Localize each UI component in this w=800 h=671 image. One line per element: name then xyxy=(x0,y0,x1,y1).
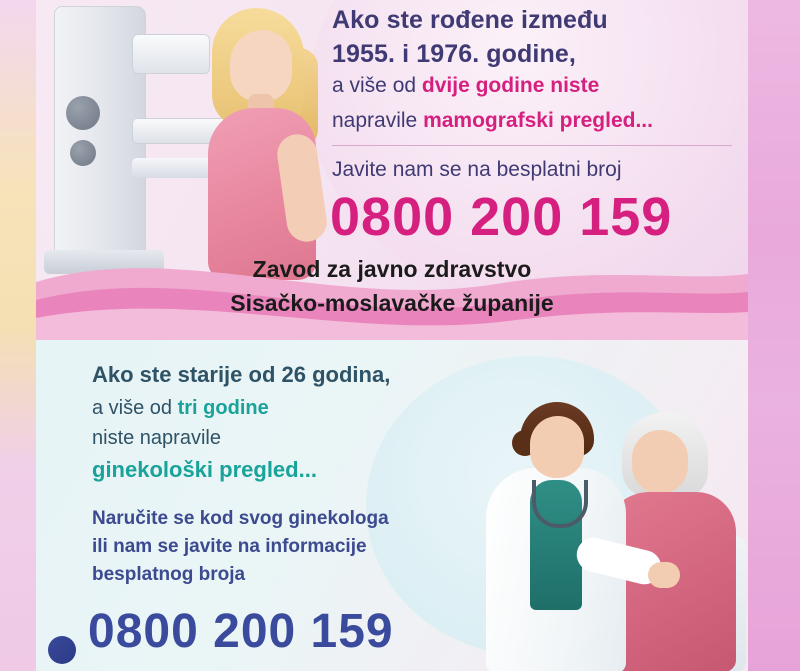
bottom-text-block xyxy=(92,362,432,589)
bottom-line4: ginekološki pregled... xyxy=(92,457,317,482)
doctor-face xyxy=(530,416,584,478)
top-text-block xyxy=(332,0,748,270)
top-line4 xyxy=(332,109,653,133)
decorative-band-left xyxy=(0,0,36,671)
bottom-panel xyxy=(36,336,748,671)
bottom-line2-highlight: tri godine xyxy=(177,397,269,419)
bottom-line2-prefix: a više od xyxy=(92,397,178,419)
top-phone-number: 0800 200 159 xyxy=(330,187,673,247)
logo-mark-icon xyxy=(48,636,76,664)
bottom-phone-number: 0800 200 159 xyxy=(88,605,394,658)
institution-caption xyxy=(36,252,748,320)
stethoscope-icon xyxy=(532,480,588,528)
patient-face xyxy=(632,430,688,494)
top-headline-line2: 1955. i 1976. godine, xyxy=(332,40,576,68)
woman-figure xyxy=(186,8,336,280)
woman-face xyxy=(230,30,292,102)
top-line3 xyxy=(332,74,599,98)
institution-caption-line2: Sisačko-moslavačke županije xyxy=(230,290,554,316)
top-line3-prefix: a više od xyxy=(332,74,422,97)
machine-knob-secondary-icon xyxy=(70,140,96,166)
doctor-patient-illustration xyxy=(426,376,746,671)
institution-caption-line1: Zavod za javno zdravstvo xyxy=(252,256,532,282)
top-line3-highlight: dvije godine niste xyxy=(421,74,600,97)
doctor-hand xyxy=(648,562,680,588)
bottom-line6: ili nam se javite na informacije xyxy=(92,536,367,557)
bottom-line2 xyxy=(92,397,432,420)
bottom-line5: Naručite se kod svog ginekologa xyxy=(92,508,389,529)
bottom-line7: besplatnog broja xyxy=(92,564,246,585)
top-call-label: Javite nam se na besplatni broj xyxy=(332,158,622,181)
machine-knob-icon xyxy=(66,96,100,130)
mammography-illustration xyxy=(36,0,326,280)
top-line4-highlight: mamografski pregled... xyxy=(423,109,653,132)
top-headline-line1: Ako ste rođene između xyxy=(332,6,608,34)
decorative-band-right xyxy=(748,0,800,671)
bottom-line3: niste napravile xyxy=(92,427,221,449)
top-line4-prefix: napravile xyxy=(332,109,424,132)
top-divider xyxy=(332,145,732,146)
bottom-headline: Ako ste starije od 26 godina, xyxy=(92,362,391,387)
